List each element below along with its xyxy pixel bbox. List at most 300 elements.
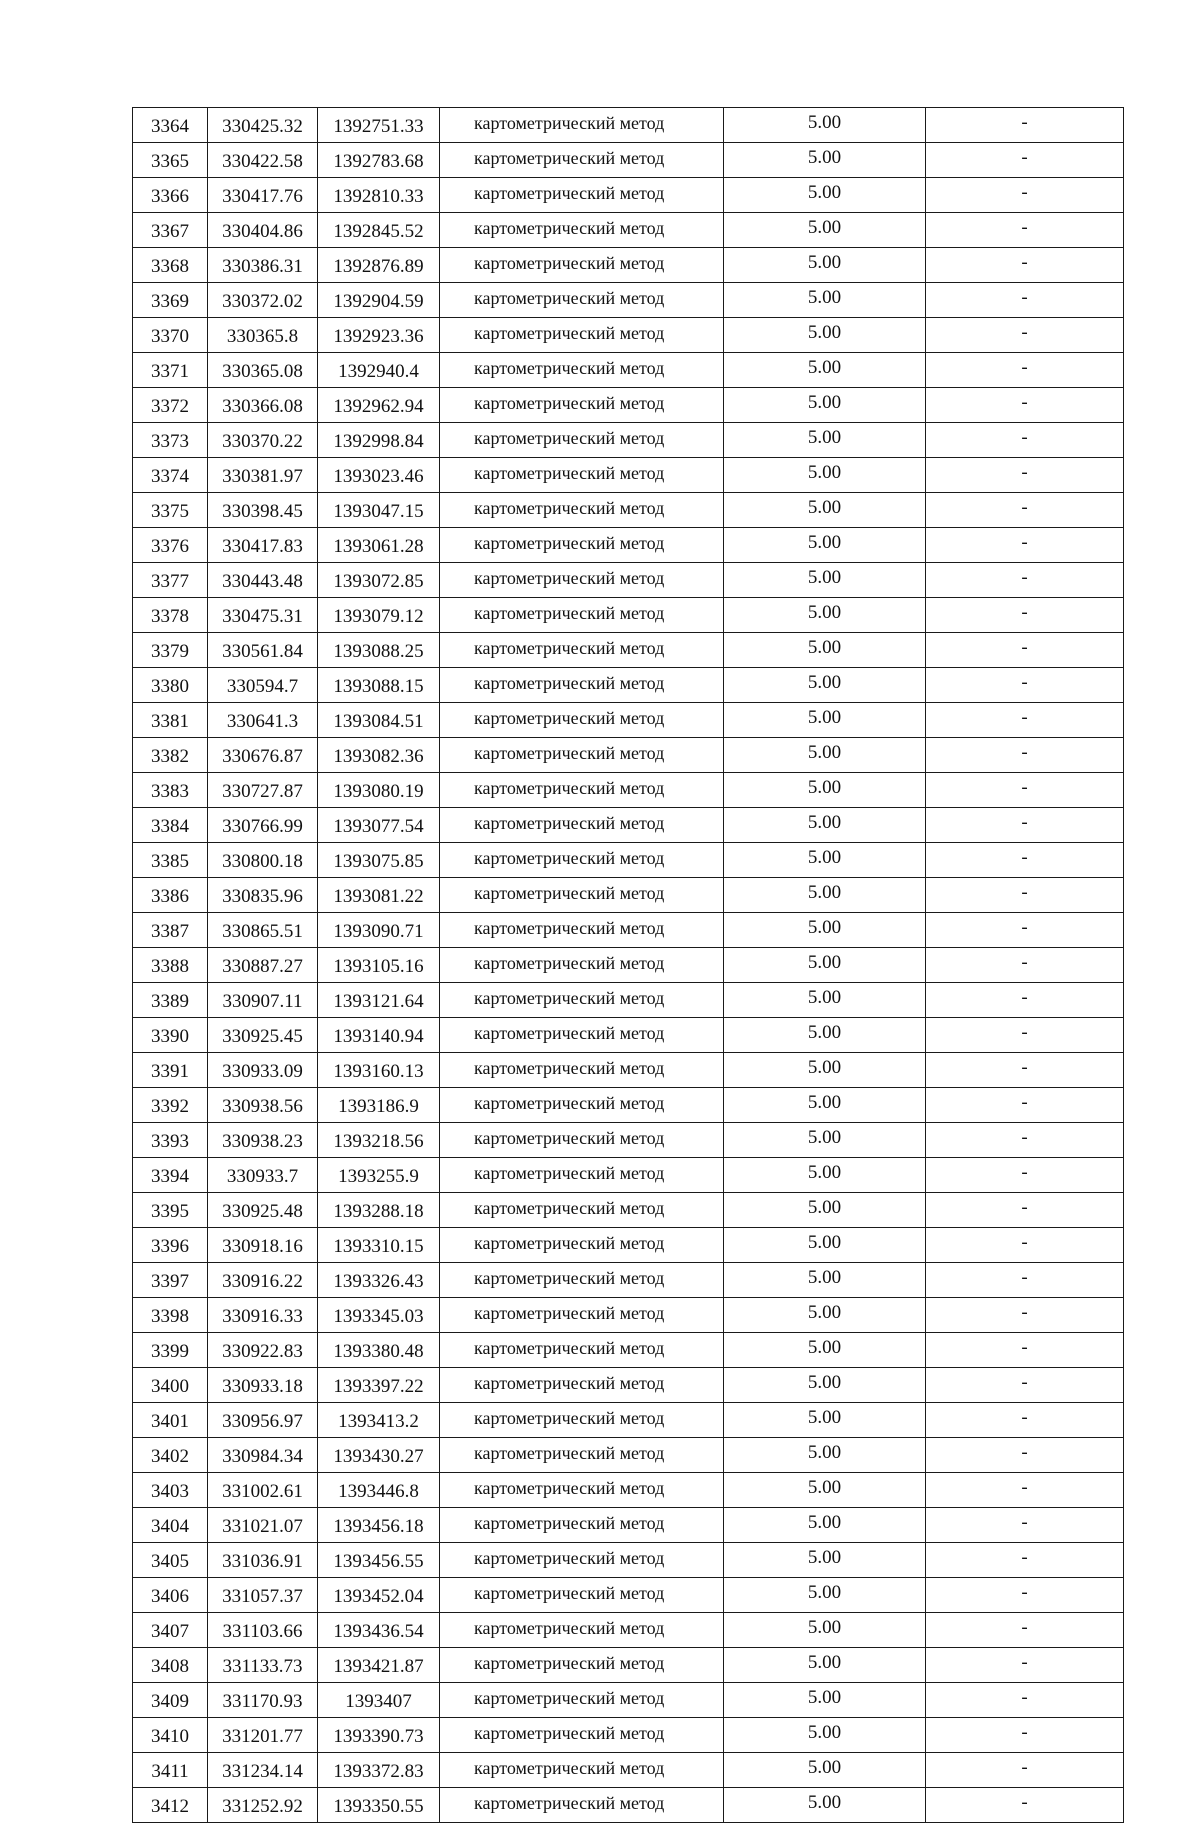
- table-row: [133, 878, 1124, 913]
- error-cell: 5.00: [724, 843, 926, 878]
- point-number-cell: 3382: [133, 738, 208, 773]
- method-cell: картометрический метод: [440, 668, 724, 703]
- x-coordinate-cell: 330404.86: [208, 213, 318, 248]
- point-number-cell: 3369: [133, 283, 208, 318]
- error-cell: 5.00: [724, 493, 926, 528]
- note-cell: -: [926, 1683, 1124, 1718]
- method-cell: картометрический метод: [440, 1403, 724, 1438]
- point-number-cell: 3383: [133, 773, 208, 808]
- note-cell: -: [926, 913, 1124, 948]
- point-number-cell: 3385: [133, 843, 208, 878]
- note-cell: -: [926, 1123, 1124, 1158]
- error-cell: 5.00: [724, 1753, 926, 1788]
- x-coordinate-cell: 330417.83: [208, 528, 318, 563]
- method-cell: картометрический метод: [440, 878, 724, 913]
- y-coordinate-cell: 1393081.22: [318, 878, 440, 913]
- point-number-cell: 3389: [133, 983, 208, 1018]
- note-cell: -: [926, 1368, 1124, 1403]
- method-cell: картометрический метод: [440, 458, 724, 493]
- error-cell: 5.00: [724, 1088, 926, 1123]
- error-cell: 5.00: [724, 1403, 926, 1438]
- error-cell: 5.00: [724, 1123, 926, 1158]
- x-coordinate-cell: 331201.77: [208, 1718, 318, 1753]
- y-coordinate-cell: 1392783.68: [318, 143, 440, 178]
- point-number-cell: 3400: [133, 1368, 208, 1403]
- x-coordinate-cell: 330475.31: [208, 598, 318, 633]
- y-coordinate-cell: 1393072.85: [318, 563, 440, 598]
- table-row: [133, 1543, 1124, 1578]
- error-cell: 5.00: [724, 1333, 926, 1368]
- method-cell: картометрический метод: [440, 248, 724, 283]
- error-cell: 5.00: [724, 808, 926, 843]
- point-number-cell: 3392: [133, 1088, 208, 1123]
- table-row: [133, 1333, 1124, 1368]
- error-cell: 5.00: [724, 1263, 926, 1298]
- x-coordinate-cell: 330365.08: [208, 353, 318, 388]
- x-coordinate-cell: 330561.84: [208, 633, 318, 668]
- y-coordinate-cell: 1393350.55: [318, 1788, 440, 1823]
- x-coordinate-cell: 330938.56: [208, 1088, 318, 1123]
- method-cell: картометрический метод: [440, 108, 724, 143]
- error-cell: 5.00: [724, 1788, 926, 1823]
- table-row: [133, 1438, 1124, 1473]
- y-coordinate-cell: 1393084.51: [318, 703, 440, 738]
- error-cell: 5.00: [724, 773, 926, 808]
- method-cell: картометрический метод: [440, 388, 724, 423]
- error-cell: 5.00: [724, 1298, 926, 1333]
- x-coordinate-cell: 330417.76: [208, 178, 318, 213]
- table-row: [133, 493, 1124, 528]
- point-number-cell: 3376: [133, 528, 208, 563]
- y-coordinate-cell: 1393105.16: [318, 948, 440, 983]
- error-cell: 5.00: [724, 528, 926, 563]
- point-number-cell: 3408: [133, 1648, 208, 1683]
- error-cell: 5.00: [724, 738, 926, 773]
- point-number-cell: 3396: [133, 1228, 208, 1263]
- point-number-cell: 3373: [133, 423, 208, 458]
- y-coordinate-cell: 1392998.84: [318, 423, 440, 458]
- x-coordinate-cell: 330887.27: [208, 948, 318, 983]
- note-cell: -: [926, 703, 1124, 738]
- method-cell: картометрический метод: [440, 1473, 724, 1508]
- x-coordinate-cell: 331103.66: [208, 1613, 318, 1648]
- method-cell: картометрический метод: [440, 283, 724, 318]
- table-row: [133, 388, 1124, 423]
- point-number-cell: 3364: [133, 108, 208, 143]
- x-coordinate-cell: 330835.96: [208, 878, 318, 913]
- method-cell: картометрический метод: [440, 1753, 724, 1788]
- y-coordinate-cell: 1393446.8: [318, 1473, 440, 1508]
- table-row: [133, 1263, 1124, 1298]
- y-coordinate-cell: 1393436.54: [318, 1613, 440, 1648]
- y-coordinate-cell: 1393310.15: [318, 1228, 440, 1263]
- y-coordinate-cell: 1393326.43: [318, 1263, 440, 1298]
- note-cell: -: [926, 1158, 1124, 1193]
- point-number-cell: 3391: [133, 1053, 208, 1088]
- table-row: [133, 843, 1124, 878]
- method-cell: картометрический метод: [440, 1508, 724, 1543]
- y-coordinate-cell: 1393090.71: [318, 913, 440, 948]
- error-cell: 5.00: [724, 1018, 926, 1053]
- table-row: [133, 213, 1124, 248]
- table-row: [133, 248, 1124, 283]
- x-coordinate-cell: 330676.87: [208, 738, 318, 773]
- method-cell: картометрический метод: [440, 843, 724, 878]
- table-row: [133, 318, 1124, 353]
- table-row: [133, 983, 1124, 1018]
- error-cell: 5.00: [724, 1228, 926, 1263]
- note-cell: -: [926, 843, 1124, 878]
- note-cell: -: [926, 1298, 1124, 1333]
- x-coordinate-cell: 330727.87: [208, 773, 318, 808]
- point-number-cell: 3401: [133, 1403, 208, 1438]
- note-cell: -: [926, 1228, 1124, 1263]
- point-number-cell: 3380: [133, 668, 208, 703]
- table-row: [133, 1683, 1124, 1718]
- y-coordinate-cell: 1393160.13: [318, 1053, 440, 1088]
- y-coordinate-cell: 1393080.19: [318, 773, 440, 808]
- x-coordinate-cell: 330918.16: [208, 1228, 318, 1263]
- note-cell: -: [926, 563, 1124, 598]
- table-row: [133, 913, 1124, 948]
- note-cell: -: [926, 1473, 1124, 1508]
- table-row: [133, 1088, 1124, 1123]
- point-number-cell: 3406: [133, 1578, 208, 1613]
- table-row: [133, 1788, 1124, 1823]
- error-cell: 5.00: [724, 1438, 926, 1473]
- y-coordinate-cell: 1392876.89: [318, 248, 440, 283]
- error-cell: 5.00: [724, 108, 926, 143]
- error-cell: 5.00: [724, 1543, 926, 1578]
- table-row: [133, 353, 1124, 388]
- point-number-cell: 3394: [133, 1158, 208, 1193]
- note-cell: -: [926, 458, 1124, 493]
- y-coordinate-cell: 1392751.33: [318, 108, 440, 143]
- note-cell: -: [926, 108, 1124, 143]
- table-row: [133, 1578, 1124, 1613]
- method-cell: картометрический метод: [440, 913, 724, 948]
- y-coordinate-cell: 1392904.59: [318, 283, 440, 318]
- x-coordinate-cell: 330365.8: [208, 318, 318, 353]
- point-number-cell: 3381: [133, 703, 208, 738]
- note-cell: -: [926, 1333, 1124, 1368]
- table-row: [133, 948, 1124, 983]
- note-cell: -: [926, 1053, 1124, 1088]
- point-number-cell: 3409: [133, 1683, 208, 1718]
- y-coordinate-cell: 1393421.87: [318, 1648, 440, 1683]
- error-cell: 5.00: [724, 1578, 926, 1613]
- table-row: [133, 1053, 1124, 1088]
- table-row: [133, 563, 1124, 598]
- x-coordinate-cell: 330398.45: [208, 493, 318, 528]
- coordinates-table: [132, 107, 1124, 1823]
- point-number-cell: 3405: [133, 1543, 208, 1578]
- x-coordinate-cell: 330925.45: [208, 1018, 318, 1053]
- table-row: [133, 668, 1124, 703]
- note-cell: -: [926, 528, 1124, 563]
- x-coordinate-cell: 330933.18: [208, 1368, 318, 1403]
- x-coordinate-cell: 330933.7: [208, 1158, 318, 1193]
- point-number-cell: 3395: [133, 1193, 208, 1228]
- table-row: [133, 528, 1124, 563]
- error-cell: 5.00: [724, 948, 926, 983]
- method-cell: картометрический метод: [440, 1088, 724, 1123]
- method-cell: картометрический метод: [440, 598, 724, 633]
- point-number-cell: 3375: [133, 493, 208, 528]
- x-coordinate-cell: 330366.08: [208, 388, 318, 423]
- note-cell: -: [926, 1508, 1124, 1543]
- x-coordinate-cell: 330933.09: [208, 1053, 318, 1088]
- table-row: [133, 143, 1124, 178]
- error-cell: 5.00: [724, 1508, 926, 1543]
- table-row: [133, 1158, 1124, 1193]
- note-cell: -: [926, 773, 1124, 808]
- y-coordinate-cell: 1392940.4: [318, 353, 440, 388]
- method-cell: картометрический метод: [440, 1438, 724, 1473]
- table-row: [133, 1123, 1124, 1158]
- method-cell: картометрический метод: [440, 1333, 724, 1368]
- method-cell: картометрический метод: [440, 563, 724, 598]
- table-row: [133, 1018, 1124, 1053]
- point-number-cell: 3402: [133, 1438, 208, 1473]
- y-coordinate-cell: 1393121.64: [318, 983, 440, 1018]
- note-cell: -: [926, 353, 1124, 388]
- y-coordinate-cell: 1393088.15: [318, 668, 440, 703]
- note-cell: -: [926, 668, 1124, 703]
- error-cell: 5.00: [724, 563, 926, 598]
- x-coordinate-cell: 331234.14: [208, 1753, 318, 1788]
- table-row: [133, 1368, 1124, 1403]
- error-cell: 5.00: [724, 1648, 926, 1683]
- note-cell: -: [926, 178, 1124, 213]
- error-cell: 5.00: [724, 913, 926, 948]
- table-row: [133, 458, 1124, 493]
- method-cell: картометрический метод: [440, 1683, 724, 1718]
- x-coordinate-cell: 331036.91: [208, 1543, 318, 1578]
- method-cell: картометрический метод: [440, 1298, 724, 1333]
- point-number-cell: 3404: [133, 1508, 208, 1543]
- table-row: [133, 808, 1124, 843]
- y-coordinate-cell: 1393088.25: [318, 633, 440, 668]
- table-row: [133, 108, 1124, 143]
- table-row: [133, 1193, 1124, 1228]
- x-coordinate-cell: 330800.18: [208, 843, 318, 878]
- method-cell: картометрический метод: [440, 1123, 724, 1158]
- note-cell: -: [926, 1193, 1124, 1228]
- y-coordinate-cell: 1393372.83: [318, 1753, 440, 1788]
- error-cell: 5.00: [724, 703, 926, 738]
- point-number-cell: 3384: [133, 808, 208, 843]
- x-coordinate-cell: 330425.32: [208, 108, 318, 143]
- point-number-cell: 3367: [133, 213, 208, 248]
- x-coordinate-cell: 331057.37: [208, 1578, 318, 1613]
- x-coordinate-cell: 331170.93: [208, 1683, 318, 1718]
- method-cell: картометрический метод: [440, 1718, 724, 1753]
- table-row: [133, 1228, 1124, 1263]
- note-cell: -: [926, 1648, 1124, 1683]
- error-cell: 5.00: [724, 1053, 926, 1088]
- x-coordinate-cell: 331252.92: [208, 1788, 318, 1823]
- y-coordinate-cell: 1392923.36: [318, 318, 440, 353]
- note-cell: -: [926, 143, 1124, 178]
- table-row: [133, 283, 1124, 318]
- point-number-cell: 3372: [133, 388, 208, 423]
- method-cell: картометрический метод: [440, 948, 724, 983]
- note-cell: -: [926, 598, 1124, 633]
- y-coordinate-cell: 1393186.9: [318, 1088, 440, 1123]
- point-number-cell: 3412: [133, 1788, 208, 1823]
- method-cell: картометрический метод: [440, 1263, 724, 1298]
- method-cell: картометрический метод: [440, 353, 724, 388]
- note-cell: -: [926, 633, 1124, 668]
- x-coordinate-cell: 331133.73: [208, 1648, 318, 1683]
- x-coordinate-cell: 330925.48: [208, 1193, 318, 1228]
- table-row: [133, 738, 1124, 773]
- y-coordinate-cell: 1393452.04: [318, 1578, 440, 1613]
- x-coordinate-cell: 330984.34: [208, 1438, 318, 1473]
- note-cell: -: [926, 1718, 1124, 1753]
- method-cell: картометрический метод: [440, 1158, 724, 1193]
- x-coordinate-cell: 330865.51: [208, 913, 318, 948]
- point-number-cell: 3407: [133, 1613, 208, 1648]
- y-coordinate-cell: 1393079.12: [318, 598, 440, 633]
- method-cell: картометрический метод: [440, 178, 724, 213]
- note-cell: -: [926, 808, 1124, 843]
- note-cell: -: [926, 1543, 1124, 1578]
- note-cell: -: [926, 1088, 1124, 1123]
- error-cell: 5.00: [724, 878, 926, 913]
- table-row: [133, 178, 1124, 213]
- method-cell: картометрический метод: [440, 1578, 724, 1613]
- method-cell: картометрический метод: [440, 1613, 724, 1648]
- point-number-cell: 3410: [133, 1718, 208, 1753]
- y-coordinate-cell: 1392810.33: [318, 178, 440, 213]
- x-coordinate-cell: 330916.33: [208, 1298, 318, 1333]
- y-coordinate-cell: 1393288.18: [318, 1193, 440, 1228]
- x-coordinate-cell: 330381.97: [208, 458, 318, 493]
- y-coordinate-cell: 1393430.27: [318, 1438, 440, 1473]
- y-coordinate-cell: 1393345.03: [318, 1298, 440, 1333]
- x-coordinate-cell: 330766.99: [208, 808, 318, 843]
- table-row: [133, 1753, 1124, 1788]
- error-cell: 5.00: [724, 1368, 926, 1403]
- table-row: [133, 598, 1124, 633]
- x-coordinate-cell: 330422.58: [208, 143, 318, 178]
- y-coordinate-cell: 1393397.22: [318, 1368, 440, 1403]
- note-cell: -: [926, 213, 1124, 248]
- table-row: [133, 1718, 1124, 1753]
- method-cell: картометрический метод: [440, 1788, 724, 1823]
- method-cell: картометрический метод: [440, 1018, 724, 1053]
- table-row: [133, 1473, 1124, 1508]
- table-row: [133, 1508, 1124, 1543]
- method-cell: картометрический метод: [440, 738, 724, 773]
- y-coordinate-cell: 1393077.54: [318, 808, 440, 843]
- point-number-cell: 3379: [133, 633, 208, 668]
- point-number-cell: 3368: [133, 248, 208, 283]
- point-number-cell: 3393: [133, 1123, 208, 1158]
- point-number-cell: 3411: [133, 1753, 208, 1788]
- point-number-cell: 3397: [133, 1263, 208, 1298]
- error-cell: 5.00: [724, 1158, 926, 1193]
- x-coordinate-cell: 331021.07: [208, 1508, 318, 1543]
- error-cell: 5.00: [724, 423, 926, 458]
- y-coordinate-cell: 1393023.46: [318, 458, 440, 493]
- point-number-cell: 3403: [133, 1473, 208, 1508]
- x-coordinate-cell: 330956.97: [208, 1403, 318, 1438]
- error-cell: 5.00: [724, 248, 926, 283]
- note-cell: -: [926, 1438, 1124, 1473]
- note-cell: -: [926, 948, 1124, 983]
- error-cell: 5.00: [724, 178, 926, 213]
- y-coordinate-cell: 1393390.73: [318, 1718, 440, 1753]
- note-cell: -: [926, 248, 1124, 283]
- y-coordinate-cell: 1393218.56: [318, 1123, 440, 1158]
- error-cell: 5.00: [724, 1718, 926, 1753]
- note-cell: -: [926, 283, 1124, 318]
- point-number-cell: 3377: [133, 563, 208, 598]
- note-cell: -: [926, 1263, 1124, 1298]
- x-coordinate-cell: 330370.22: [208, 423, 318, 458]
- error-cell: 5.00: [724, 353, 926, 388]
- table-row: [133, 773, 1124, 808]
- method-cell: картометрический метод: [440, 423, 724, 458]
- table-row: [133, 1298, 1124, 1333]
- note-cell: -: [926, 983, 1124, 1018]
- y-coordinate-cell: 1393061.28: [318, 528, 440, 563]
- note-cell: -: [926, 388, 1124, 423]
- table-row: [133, 1613, 1124, 1648]
- error-cell: 5.00: [724, 633, 926, 668]
- method-cell: картометрический метод: [440, 1368, 724, 1403]
- error-cell: 5.00: [724, 1473, 926, 1508]
- method-cell: картометрический метод: [440, 143, 724, 178]
- note-cell: -: [926, 493, 1124, 528]
- x-coordinate-cell: 330641.3: [208, 703, 318, 738]
- y-coordinate-cell: 1393407: [318, 1683, 440, 1718]
- y-coordinate-cell: 1393456.18: [318, 1508, 440, 1543]
- note-cell: -: [926, 1018, 1124, 1053]
- x-coordinate-cell: 330372.02: [208, 283, 318, 318]
- note-cell: -: [926, 878, 1124, 913]
- point-number-cell: 3365: [133, 143, 208, 178]
- x-coordinate-cell: 330916.22: [208, 1263, 318, 1298]
- point-number-cell: 3387: [133, 913, 208, 948]
- method-cell: картометрический метод: [440, 773, 724, 808]
- method-cell: картометрический метод: [440, 213, 724, 248]
- x-coordinate-cell: 330907.11: [208, 983, 318, 1018]
- point-number-cell: 3388: [133, 948, 208, 983]
- x-coordinate-cell: 330386.31: [208, 248, 318, 283]
- x-coordinate-cell: 330594.7: [208, 668, 318, 703]
- error-cell: 5.00: [724, 318, 926, 353]
- point-number-cell: 3390: [133, 1018, 208, 1053]
- y-coordinate-cell: 1393456.55: [318, 1543, 440, 1578]
- table-row: [133, 633, 1124, 668]
- point-number-cell: 3399: [133, 1333, 208, 1368]
- method-cell: картометрический метод: [440, 983, 724, 1018]
- method-cell: картометрический метод: [440, 1193, 724, 1228]
- note-cell: -: [926, 423, 1124, 458]
- coordinates-table-body: [133, 108, 1124, 1823]
- point-number-cell: 3386: [133, 878, 208, 913]
- table-row: [133, 1648, 1124, 1683]
- note-cell: -: [926, 738, 1124, 773]
- error-cell: 5.00: [724, 213, 926, 248]
- method-cell: картометрический метод: [440, 1648, 724, 1683]
- point-number-cell: 3374: [133, 458, 208, 493]
- point-number-cell: 3366: [133, 178, 208, 213]
